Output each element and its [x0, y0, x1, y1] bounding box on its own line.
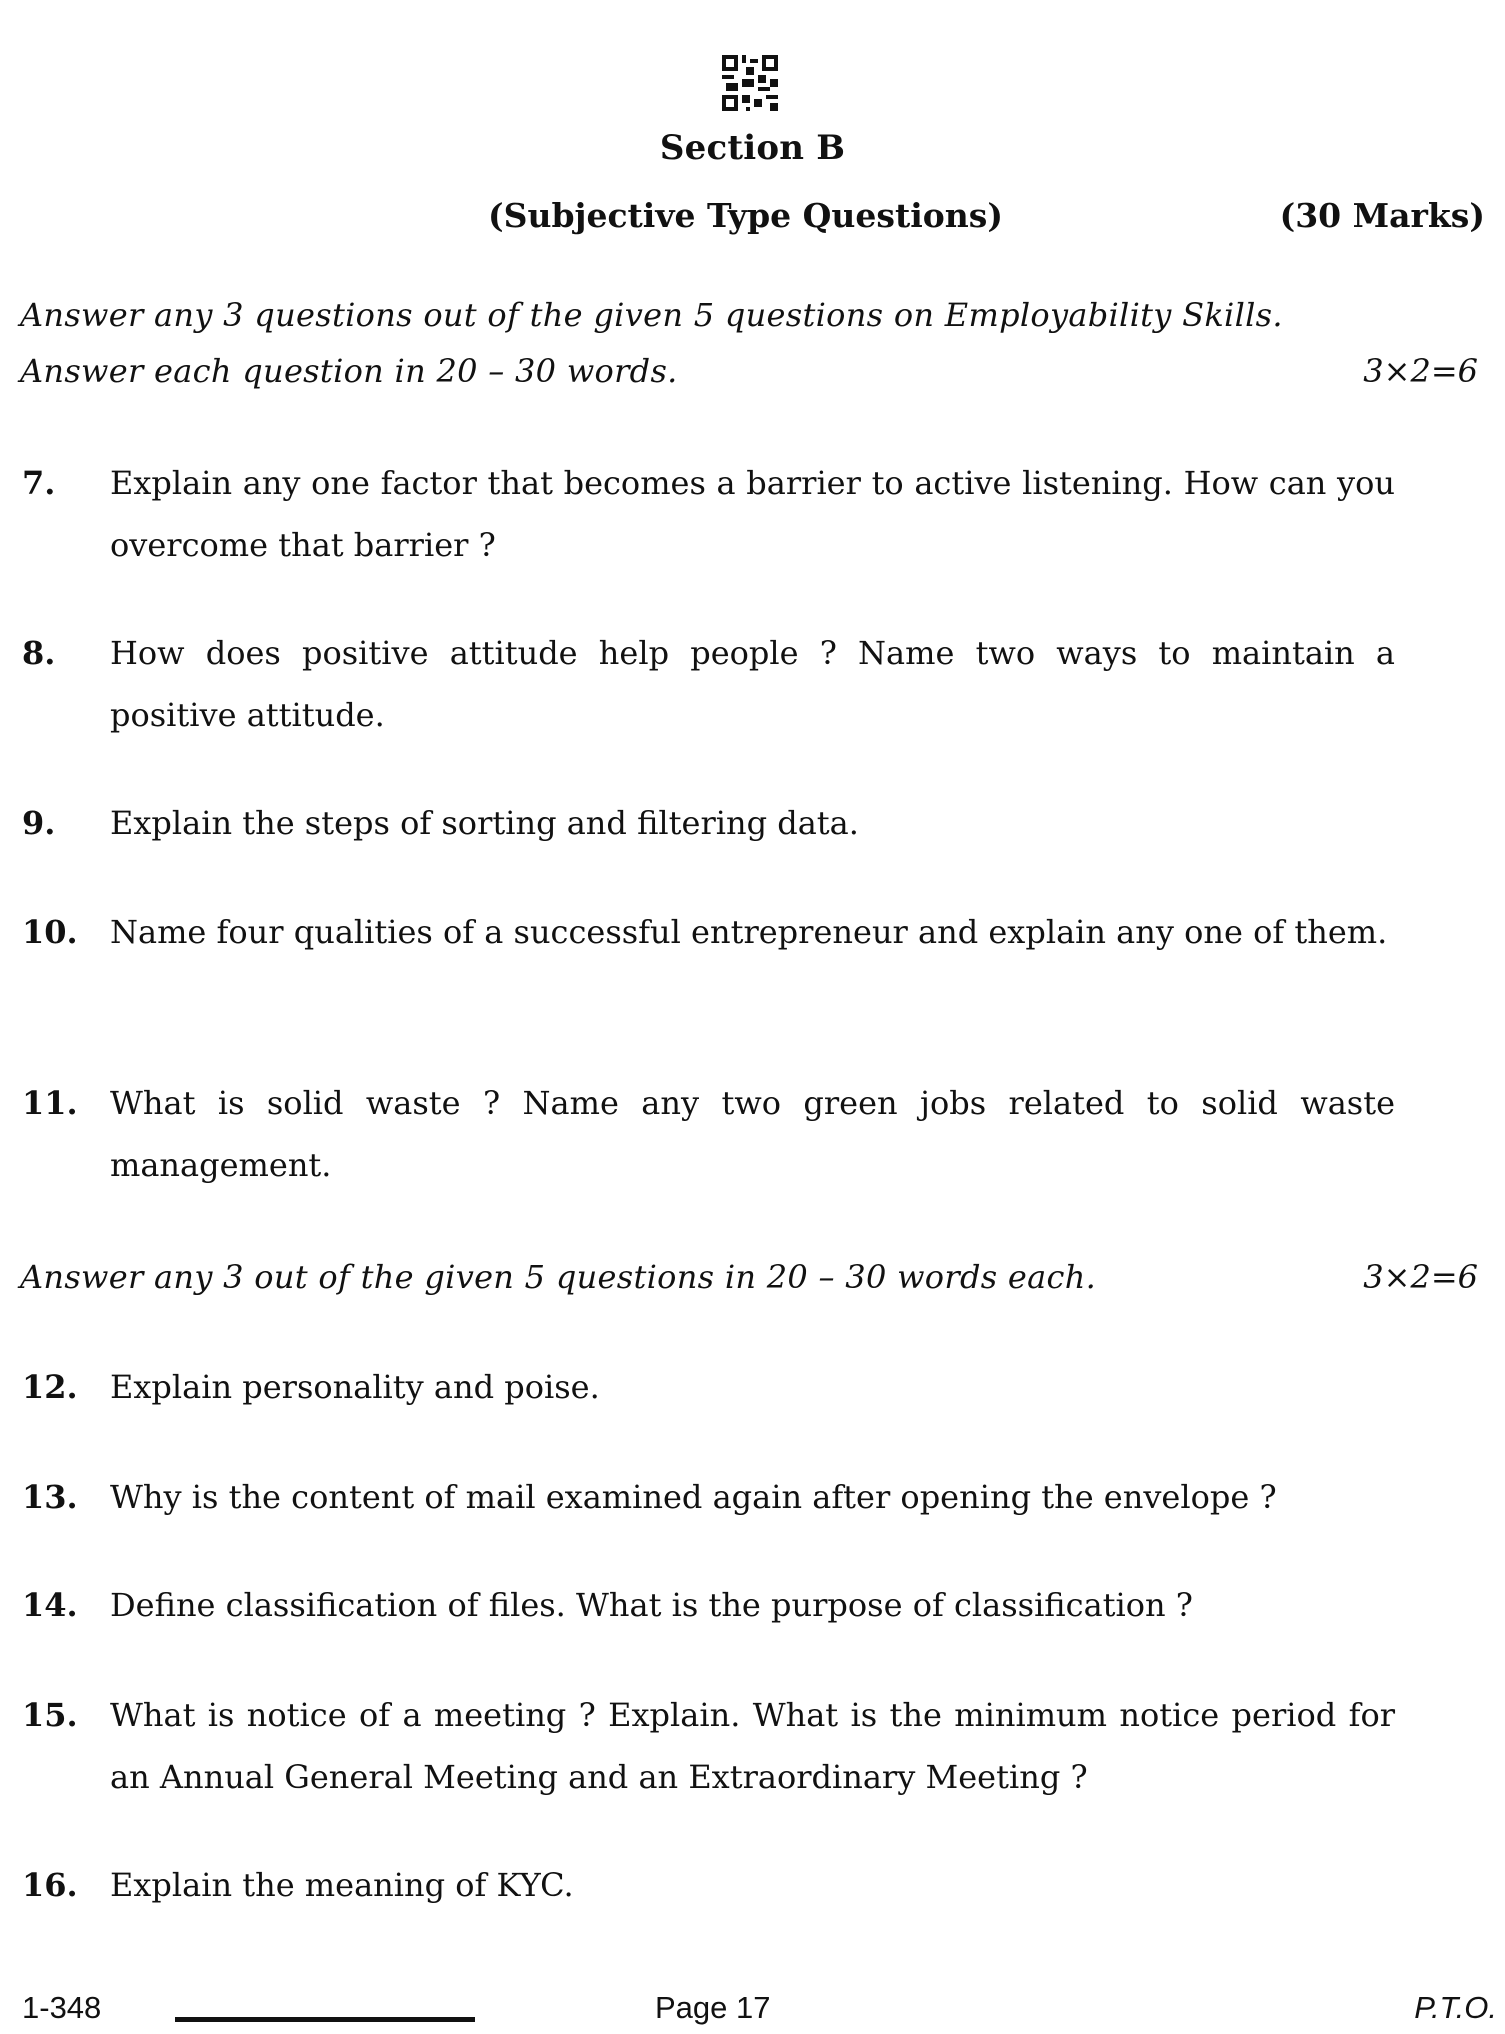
- marks-allocation: 3×2=6: [1363, 352, 1478, 390]
- question-number: 16.: [22, 1866, 78, 1904]
- question-number: 7.: [22, 464, 56, 502]
- instruction-line-2: Answer each question in 20 – 30 words.: [20, 352, 678, 390]
- question-number: 8.: [22, 634, 56, 672]
- question-number: 15.: [22, 1696, 78, 1734]
- section-subtitle: (Subjective Type Questions): [488, 196, 1003, 235]
- question-text: Why is the content of mail examined again after opening the envelope ?: [110, 1478, 1277, 1516]
- question-number: 10.: [22, 913, 78, 951]
- question-text: Explain the steps of sorting and filtering data.: [110, 804, 859, 842]
- question-number: 12.: [22, 1368, 78, 1406]
- marks-allocation: 3×2=6: [1363, 1258, 1478, 1296]
- instruction-line-1: Answer any 3 questions out of the given 5 questions on Employability Skills.: [20, 296, 1283, 334]
- question-text: Explain the meaning of KYC.: [110, 1866, 574, 1904]
- paper-code: 1-348: [22, 1990, 102, 2025]
- please-turn-over: P.T.O.: [1414, 1990, 1497, 2025]
- question-number: 13.: [22, 1478, 78, 1516]
- question-number: 11.: [22, 1084, 78, 1122]
- question-text: What is solid waste ? Name any two green jobs related to solid waste management.: [110, 1084, 1395, 1184]
- question-text: Name four qualities of a successful entrepreneur and explain any one of them.: [110, 913, 1388, 951]
- instruction-line-3: Answer any 3 out of the given 5 questions in 20 – 30 words each.: [20, 1258, 1097, 1296]
- section-title: Section B: [659, 128, 846, 168]
- total-marks: (30 Marks): [1279, 196, 1485, 235]
- question-text: Define classification of files. What is the purpose of classification ?: [110, 1586, 1193, 1624]
- question-text: Explain any one factor that becomes a barrier to active listening. How can you overcome that barrier ?: [110, 464, 1395, 564]
- question-text: What is notice of a meeting ? Explain. What is the minimum notice period for an Annual General Meeting and an Extraordinary Meeting ?: [110, 1696, 1395, 1796]
- question-number: 9.: [22, 804, 56, 842]
- qr-code-icon: [722, 55, 778, 111]
- question-text: How does positive attitude help people ? Name two ways to maintain a positive attitude.: [110, 634, 1395, 734]
- footer-divider: [175, 2017, 475, 2022]
- page-number: Page 17: [655, 1990, 771, 2025]
- question-number: 14.: [22, 1586, 78, 1624]
- question-text: Explain personality and poise.: [110, 1368, 600, 1406]
